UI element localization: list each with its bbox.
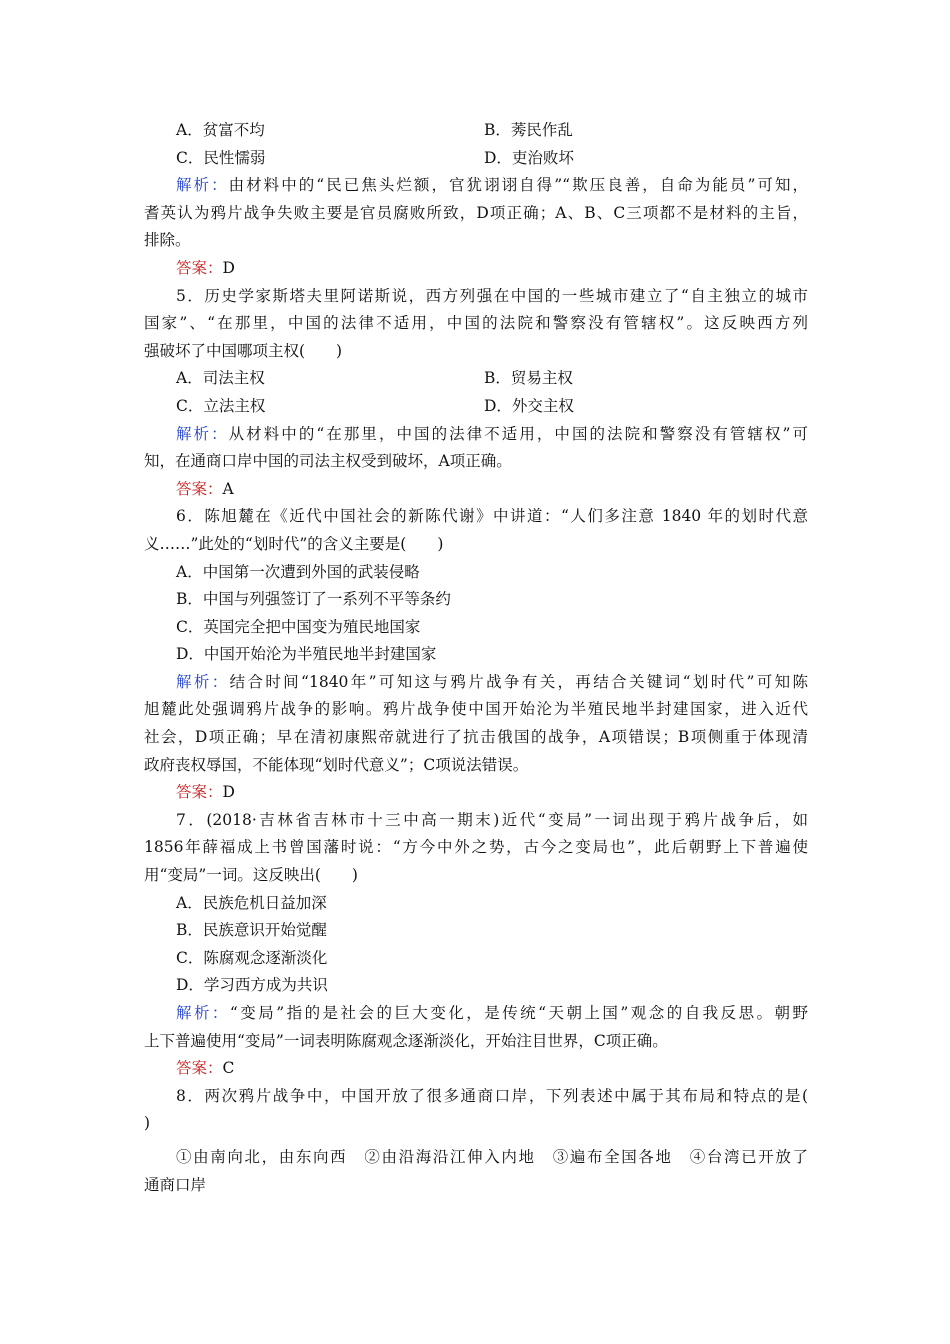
q7-option-a: A．民族危机日益加深: [176, 893, 327, 912]
q6-answer: [144, 779, 808, 807]
q6-analysis-line-3: 社会，D项正确；早在清初康熙帝就进行了抗击俄国的战争，A项错误；B项侧重于体现清: [144, 728, 808, 747]
q6-option-c: C．英国完全把中国变为殖民地国家: [176, 617, 421, 636]
q5-option-a: A．司法主权: [176, 369, 265, 388]
q7-analysis-label: 解析：: [176, 1004, 230, 1022]
q5-answer: [144, 476, 808, 504]
q4-options-row-1: [144, 117, 808, 145]
q4-option-d: D．吏治败坏: [484, 148, 574, 167]
q6-analysis-line-1: 解析：结合时间“1840年”可知这与鸦片战争有关，再结合关键词“划时代”可知陈: [176, 672, 808, 691]
q6-analysis-line-2: 旭麓此处强调鸦片战争的影响。鸦片战争使中国开始沦为半殖民地半封建国家，进入近代: [144, 700, 808, 719]
q8-items-line-1: ①由南向北，由东向西 ②由沿海沿江伸入内地 ③遍布全国各地 ④台湾已开放了: [176, 1147, 808, 1166]
q6-option-b: B．中国与列强签订了一系列不平等条约: [176, 590, 451, 609]
q5-stem-line-1: 5．历史学家斯塔夫里阿诺斯说，西方列强在中国的一些城市建立了“自主独立的城市: [176, 286, 808, 305]
q8-stem-line-1: 8．两次鸦片战争中，中国开放了很多通商口岸，下列表述中属于其布局和特点的是(: [176, 1086, 808, 1105]
q4-answer: [144, 255, 808, 283]
q7-stem-line-2: 1856年薛福成上书曾国藩时说：“方今中外之势，古今之变局也”，此后朝野上下普遍使: [144, 838, 808, 857]
q7-option-b: B．民族意识开始觉醒: [176, 921, 327, 940]
q6-answer-label: 答案：: [176, 783, 223, 802]
q4-option-b: B．莠民作乱: [484, 121, 573, 139]
q4-option-c: C．民性懦弱: [176, 148, 266, 167]
q5-options-row-1: [144, 365, 808, 393]
q7-stem-line-1: 7．(2018·吉林省吉林市十三中高一期末)近代“变局”一词出现于鸦片战争后，如: [176, 810, 808, 829]
q6-answer-value: D: [222, 783, 235, 802]
q7-analysis-line-2: 上下普遍使用“变局”一词表明陈腐观念逐渐淡化，开始注目世界，C项正确。: [144, 1031, 668, 1050]
q5-stem-line-2: 国家”、“在那里，中国的法律不适用，中国的法院和警察没有管辖权”。这反映西方列: [144, 314, 808, 333]
q5-option-c: C．立法主权: [176, 396, 266, 415]
q6-option-a: A．中国第一次遭到外国的武装侵略: [176, 562, 420, 581]
q7-answer: [144, 1055, 808, 1083]
document-content: [144, 117, 808, 1199]
q6-analysis-label: 解析：: [176, 672, 230, 691]
q6-analysis-line-4: 政府丧权辱国，不能体现“划时代意义”；C项说法错误。: [144, 755, 529, 774]
q4-answer-value: D: [222, 258, 235, 277]
q7-option-d: D．学习西方成为共识: [176, 976, 328, 995]
q8-items-line-2: 通商口岸: [144, 1175, 207, 1194]
q6-stem-line-1: 6．陈旭麓在《近代中国社会的新陈代谢》中讲道：“人们多注意 1840 年的划时代意: [176, 507, 808, 526]
q5-answer-label: 答案：: [176, 479, 223, 498]
q7-answer-label: 答案：: [176, 1059, 223, 1078]
q4-answer-label: 答案：: [176, 258, 223, 277]
q7-analysis-line-1: 解析：“变局”指的是社会的巨大变化，是传统“天朝上国”观念的自我反思。朝野: [176, 1004, 808, 1022]
q5-answer-value: A: [222, 479, 234, 498]
q8-stem-line-2: ): [144, 1114, 151, 1133]
q4-analysis-line-1: 解析：由材料中的“民已焦头烂额，官犹诩诩自得”“欺压良善，自命为能员”可知，: [176, 176, 808, 195]
q4-analysis-line-2: 耆英认为鸦片战争失败主要是官员腐败所致，D项正确；A、B、C三项都不是材料的主旨，: [144, 203, 808, 222]
q4-analysis-line-3: 排除。: [144, 231, 191, 250]
q5-options-row-2: [144, 393, 808, 421]
q6-option-d: D．中国开始沦为半殖民地半封建国家: [176, 645, 437, 664]
q6-stem-line-2: 义……”此处的“划时代”的含义主要是( ): [144, 534, 444, 553]
q5-analysis-line-2: 知，在通商口岸中国的司法主权受到破坏，A项正确。: [144, 452, 512, 471]
q5-analysis-line-1: 解析：从材料中的“在那里，中国的法律不适用，中国的法院和警察没有管辖权”可: [176, 424, 808, 443]
q7-answer-value: C: [222, 1059, 235, 1078]
q5-option-b: B．贸易主权: [484, 369, 573, 388]
q4-option-a: A．贫富不均: [176, 121, 265, 139]
q5-stem-line-3: 强破坏了中国哪项主权( ): [144, 341, 343, 360]
q5-option-d: D．外交主权: [484, 396, 574, 415]
q4-analysis-label: 解析：: [176, 176, 229, 195]
q7-stem-line-3: 用“变局”一词。这反映出( ): [144, 866, 358, 885]
q4-options-row-2: [144, 145, 808, 173]
q5-analysis-label: 解析：: [176, 424, 229, 443]
q7-option-c: C．陈腐观念逐渐淡化: [176, 948, 328, 967]
